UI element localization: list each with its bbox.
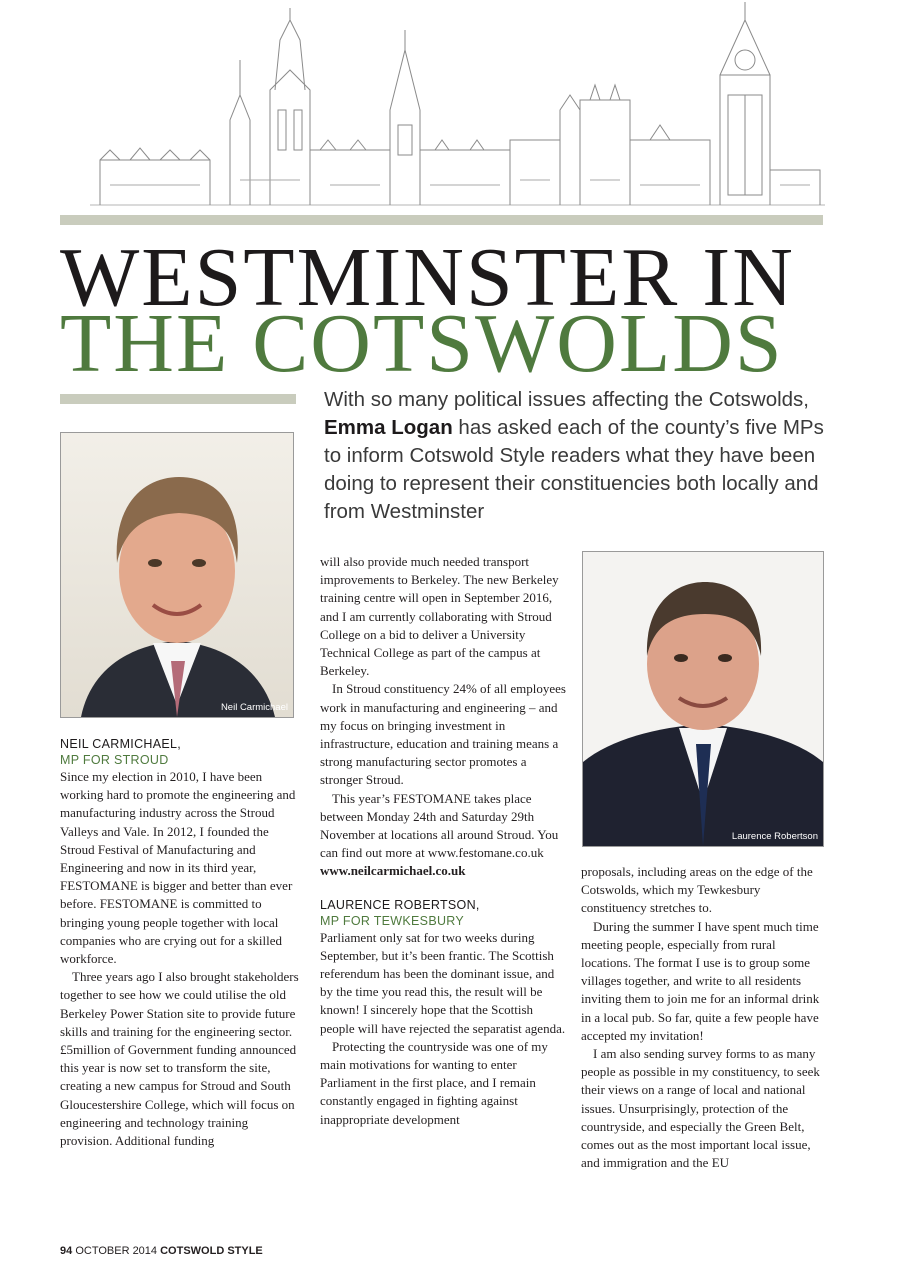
paragraph: I am also sending survey forms to as many people as possible in my constituency, to seek their views on a range of local and national issues. Unsurprisingly, protection of the countryside, and especially the Green Belt, comes out as the most important local issue, and immigration and the EU xyxy=(581,1046,820,1171)
paragraph: Three years ago I also brought stakeholders together to see how we could utilise the old Berkeley Power Station site to provide future skills and training for the engineering sector. £5million of Government funding announced this year is now set to transform the site, creating a new campus for Stroud and South Gloucestershire College, which will focus on engineering and technology training provision. Additional funding xyxy=(60,969,299,1149)
paragraph: Parliament only sat for two weeks during September, but it’s been frantic. The Scottish referendum has been the dominant issue, and by the time you read this, the result will be known! I sincerely hope that the Scottish people will have rejected the separatist agenda. xyxy=(320,929,566,1036)
issue-date: OCTOBER 2014 xyxy=(75,1245,158,1257)
paragraph: Since my election in 2010, I have been working hard to promote the engineering and manufacturing industry across the Stroud Valleys and Vale. In 2012, I founded the Stroud Festival of Manufacturing and Engineering and now in its third year, FESTOMANE is bigger and better than ever before. FESTOMANE is committed to bringing young people together with local companies who are crying out for a skilled workforce. xyxy=(60,769,296,967)
paragraph: In Stroud constituency 24% of all employees work in manufacturing and engineering – and my focus on bringing investment in infrastructure, education and training means a strong manufacturing sector promotes a stronger Stroud. xyxy=(320,681,566,788)
article-column-1 xyxy=(60,736,302,1150)
photo-neil-carmichael xyxy=(60,432,294,718)
standfirst-text-after: has asked each of the county’s five MPs to inform Cotswold Style readers what they have been doing to represent their constituencies both locally and from Westminster xyxy=(324,416,824,523)
article-column-2 xyxy=(320,553,568,1129)
standfirst xyxy=(324,386,824,526)
paragraph: Protecting the countryside was one of my main motivations for wanting to enter Parliament in the first place, and I remain constantly engaged in fighting against inappropriate development xyxy=(320,1038,548,1127)
paragraph: This year’s FESTOMANE takes place between Monday 24th and Saturday 29th November at locations all around Stroud. You can find out more at www.festomane.co.uk xyxy=(320,790,559,861)
standfirst-text-before: With so many political issues affecting the Cotswolds, xyxy=(324,388,810,411)
photo-laurence-robertson xyxy=(582,551,824,847)
mp-name-neil-carmichael: NEIL CARMICHAEL, xyxy=(60,737,182,751)
standfirst-rule xyxy=(60,394,296,404)
author-name: Emma Logan xyxy=(324,416,453,439)
website-link[interactable]: www.neilcarmichael.co.uk xyxy=(320,863,466,879)
caption-neil-carmichael: Neil Carmichael xyxy=(220,702,288,713)
caption-laurence-robertson: Laurence Robertson xyxy=(731,831,818,842)
paragraph: proposals, including areas on the edge of the Cotswolds, which my Tewkesbury constituency stretches to. xyxy=(581,864,813,916)
paragraph: During the summer I have spent much time meeting people, especially from rural locations. The format I use is to group some villages together, and write to all residents inviting them to join me for an informal drink in a local pub. So far, quite a few people have accepted my invitation! xyxy=(581,918,820,1043)
article-column-3 xyxy=(581,863,827,1172)
magazine-name: COTSWOLD STYLE xyxy=(160,1245,263,1257)
mp-name-laurence-robertson: LAURENCE ROBERTSON, xyxy=(320,897,480,912)
mp-seat-tewkesbury: MP FOR TEWKESBURY xyxy=(320,913,465,928)
headline-line-1: WESTMINSTER IN xyxy=(60,231,795,324)
page-footer xyxy=(60,1245,263,1257)
westminster-skyline-illustration xyxy=(90,0,825,215)
paragraph: will also provide much needed transport improvements to Berkeley. The new Berkeley training centre will open in September 2016, and I am currently collaborating with Stroud College on a bid to deliver a University Technical College as part of the campus at Berkeley. xyxy=(320,554,559,679)
page-number: 94 xyxy=(60,1245,73,1257)
mp-seat-stroud: MP FOR STROUD xyxy=(60,753,169,767)
headline-line-2: THE COTSWOLDS xyxy=(60,297,784,390)
header-rule xyxy=(60,215,823,225)
